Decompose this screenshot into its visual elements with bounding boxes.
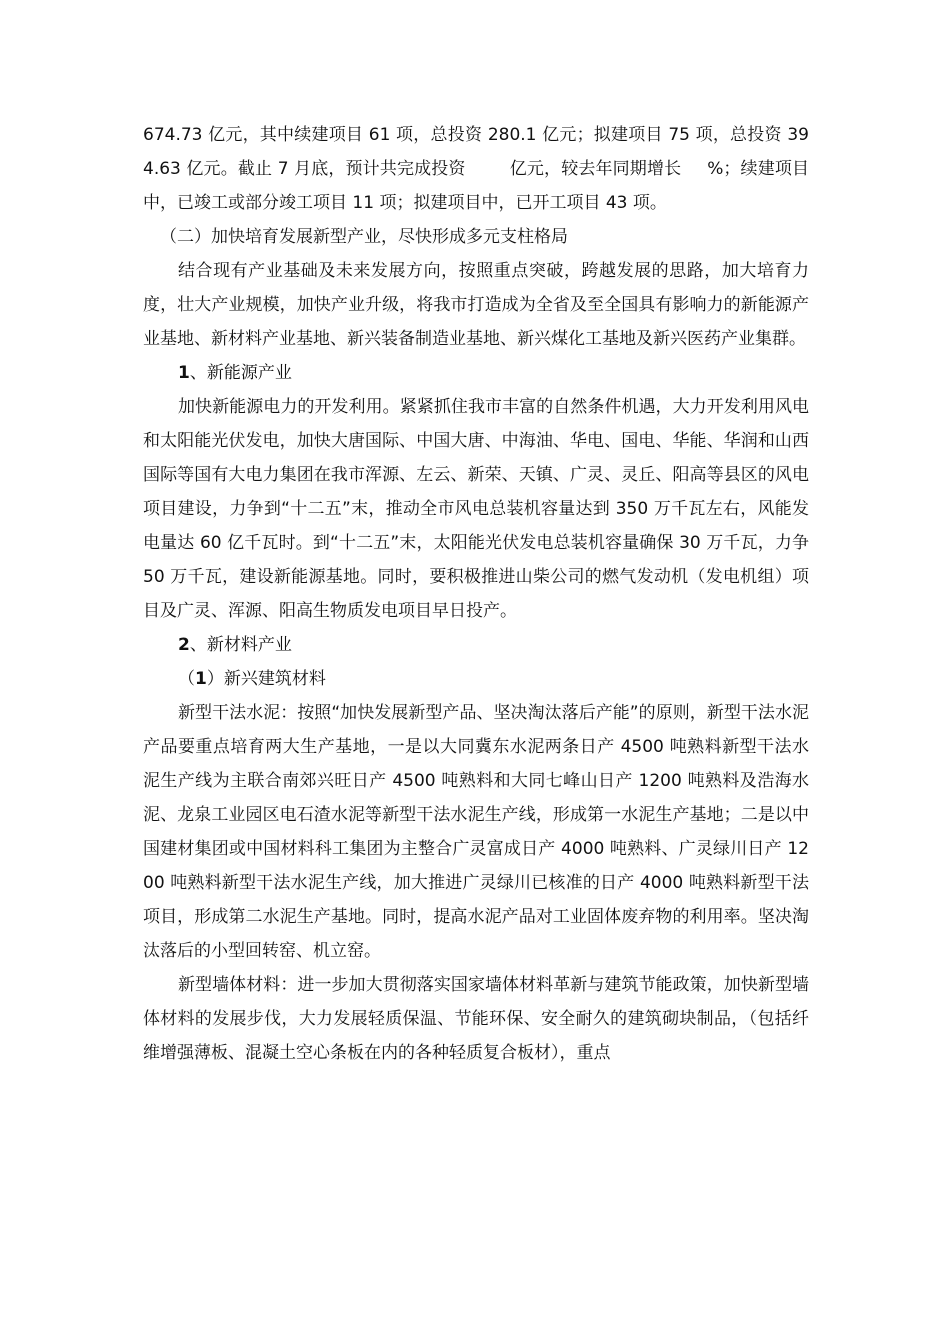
- investment-text-c: %；续建项目中，已竣工或部分竣工项目 11 项；拟建项目中，已开工项目 43 项。: [143, 159, 810, 213]
- paragraph-investment: [143, 118, 809, 220]
- subheading-new-energy: [143, 356, 809, 390]
- subheading-number: 1: [178, 363, 190, 383]
- subheading-label: 、新材料产业: [189, 635, 292, 655]
- paragraph-wall-materials: 新型墙体材料：进一步加大贯彻落实国家墙体材料革新与建筑节能政策，加快新型墙体材料的发展步伐，大力发展轻质保温、节能环保、安全耐久的建筑砌块制品，（包括纤维增强薄板、混凝土空心条板在内的各种轻质复合板材），重点: [143, 975, 809, 1063]
- investment-text-b: 亿元，较去年同期增长: [509, 159, 682, 179]
- subheading-number: 1: [195, 669, 207, 689]
- subheading-label: ）新兴建筑材料: [206, 669, 326, 689]
- subheading-building-materials: [143, 662, 809, 696]
- subheading-number: 2: [178, 635, 190, 655]
- section-heading: （二）加快培育发展新型产业，尽快形成多元支柱格局: [160, 227, 568, 247]
- investment-text-a: 674.73 亿元，其中续建项目 61 项，总投资 280.1 亿元；拟建项目 75 项，总投资 394.63 亿元。截止 7 月底，预计共完成投资: [143, 125, 809, 179]
- paragraph-cement: 新型干法水泥：按照“加快发展新型产品、坚决淘汰落后产能”的原则，新型干法水泥产品要重点培育两大生产基地，一是以大同冀东水泥两条日产 4500 吨熟料新型干法水泥生产线为主联合南郊兴旺日产 4500 吨熟料和大同七峰山日产 1200 吨熟料及浩海水泥、龙泉工业园区电石渣水泥等新型干法水泥生产线，形成第一水泥生产基地；二是以中国建材集团或中国材料科工集团为主整合广灵富成日产 4000 吨熟料、广灵绿川日产 1200 吨熟料新型干法水泥生产线，加大推进广灵绿川已核准的日产 4000 吨熟料新型干法项目，形成第二水泥生产基地。同时，提高水泥产品对工业固体废弃物的利用率。坚决淘汰落后的小型回转窑、机立窑。: [143, 703, 809, 961]
- subheading-open-paren: （: [178, 669, 195, 689]
- paragraph-strategy: 结合现有产业基础及未来发展方向，按照重点突破，跨越发展的思路，加大培育力度，壮大产业规模，加快产业升级，将我市打造成为全省及至全国具有影响力的新能源产业基地、新材料产业基地、新兴装备制造业基地、新兴煤化工基地及新兴医药产业集群。: [143, 261, 809, 349]
- subheading-new-materials: [143, 628, 809, 662]
- document-page: [143, 118, 809, 1070]
- paragraph-new-energy: 加快新能源电力的开发利用。紧紧抓住我市丰富的自然条件机遇，大力开发利用风电和太阳能光伏发电，加快大唐国际、中国大唐、中海油、华电、国电、华能、华润和山西国际等国有大电力集团在我市浑源、左云、新荣、天镇、广灵、灵丘、阳高等县区的风电项目建设，力争到“十二五”末，推动全市风电总装机容量达到 350 万千瓦左右，风能发电量达 60 亿千瓦时。到“十二五”末，太阳能光伏发电总装机容量确保 30 万千瓦，力争 50 万千瓦，建设新能源基地。同时，要积极推进山柴公司的燃气发动机（发电机组）项目及广灵、浑源、阳高生物质发电项目早日投产。: [143, 397, 809, 621]
- subheading-label: 、新能源产业: [189, 363, 292, 383]
